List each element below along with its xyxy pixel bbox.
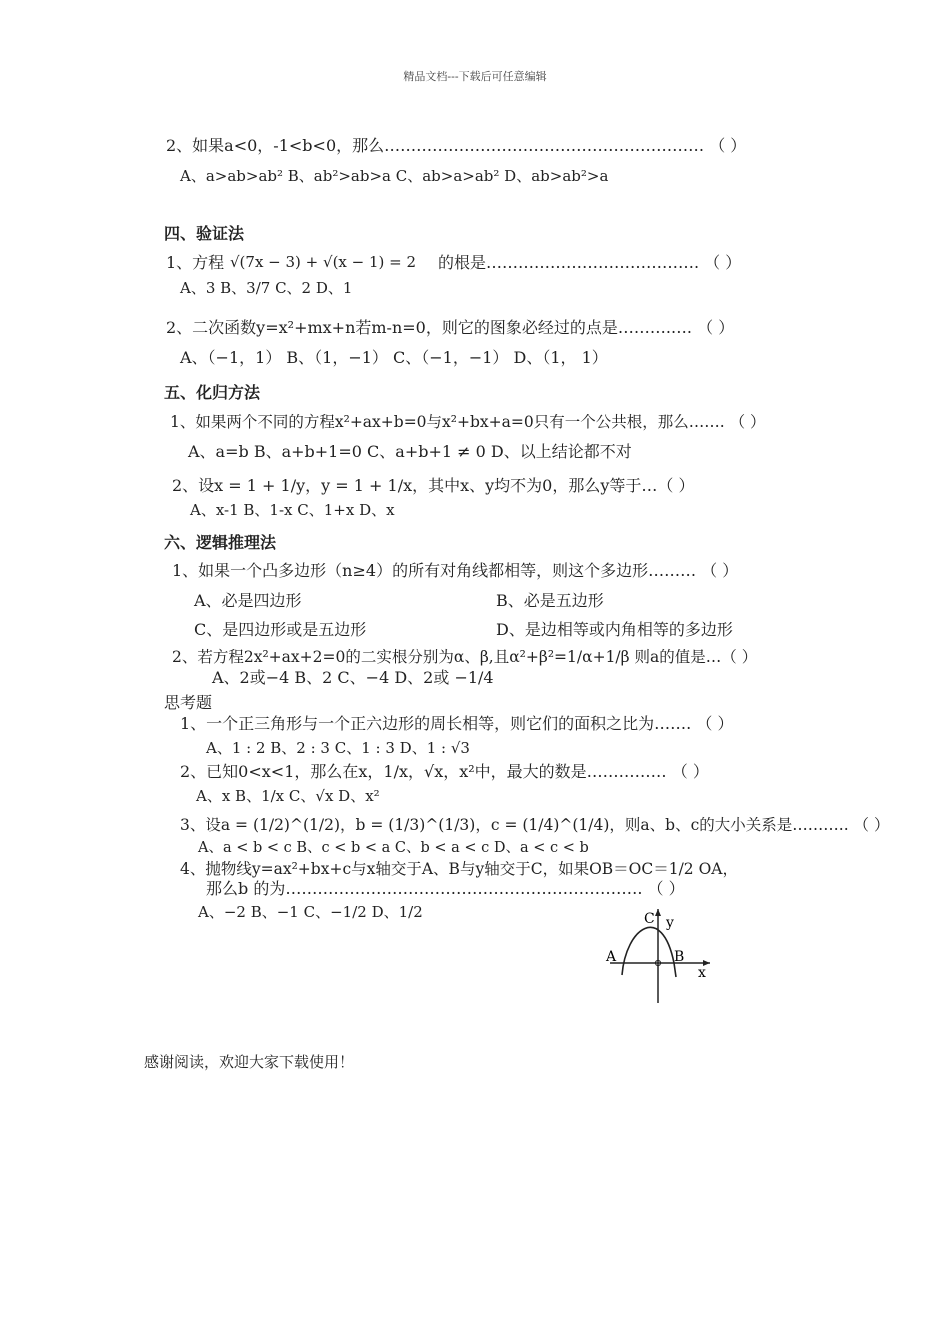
section-4-heading: 四、验证法: [164, 224, 245, 243]
think-q1-stem: 1、一个正三角形与一个正六边形的周长相等，则它们的面积之比为……. （ ）: [180, 714, 734, 733]
parabola-curve: [622, 927, 676, 977]
s6-q1-option-b: B、必是五边形: [496, 591, 604, 610]
s4-q1-tail: 的根是…………………………………. （ ）: [438, 253, 742, 272]
label-y: y: [666, 915, 674, 931]
think-q4-continuation: 那么b 的为…………………………………………………………. （ ）: [206, 879, 685, 898]
s6-q2-stem: 2、若方程2x²+ax+2=0的二实根分别为α、β,且α²+β²=1/α+1/β 则a的值是…（ ）: [172, 648, 758, 666]
s4-q2-stem: 2、二次函数y=x²+mx+n若m-n=0，则它的图象必经过的点是……….…. （ ）: [166, 318, 735, 337]
s6-q2-options: A、2或−4 B、2 C、−4 D、2或 −1/4: [212, 668, 494, 687]
y-axis-arrow: [655, 909, 661, 916]
s5-q1-stem: 1、如果两个不同的方程x²+ax+b=0与x²+bx+a=0只有一个公共根，那么……. （ ）: [170, 413, 766, 431]
s5-q2-options: A、x-1 B、1-x C、1+x D、x: [190, 501, 395, 519]
think-q1-options: A、1 : 2 B、2 : 3 C、1 : 3 D、1 : √3: [206, 739, 470, 757]
label-b: B: [674, 949, 685, 965]
label-c: C: [644, 911, 655, 927]
q2-stem: 2、如果a<0，-1<b<0，那么…………………………………………………… （ ）: [166, 136, 747, 155]
label-x: x: [698, 965, 706, 981]
think-q2-stem: 2、已知0<x<1，那么在x，1/x，√x，x²中，最大的数是…………… （ ）: [180, 762, 709, 781]
think-q4-options: A、−2 B、−1 C、−1/2 D、1/2: [198, 903, 423, 921]
s4-q1-lead: 1、方程: [166, 253, 225, 272]
s5-q1-options: A、a=b B、a+b+1=0 C、a+b+1 ≠ 0 D、以上结论都不对: [188, 442, 632, 461]
think-q3-options: A、a < b < c B、c < b < a C、b < a < c D、a < c < b: [198, 840, 589, 856]
s6-q1-option-c: C、是四边形或是五边形: [194, 620, 367, 639]
footer-thanks: 感谢阅读，欢迎大家下载使用！: [144, 1053, 355, 1071]
think-q2-options: A、x B、1/x C、√x D、x²: [196, 787, 380, 805]
thinking-heading: 思考题: [164, 693, 213, 712]
s4-q1-options: A、3 B、3/7 C、2 D、1: [180, 279, 353, 297]
s4-q1-formula: √(7x − 3) + √(x − 1) = 2: [230, 253, 417, 271]
label-a: A: [606, 949, 617, 965]
think-q3-stem: 3、设a = (1/2)^(1/2)，b = (1/3)^(1/3)，c = (1/4)^(1/4)，则a、b、c的大小关系是……….. （ ）: [180, 816, 890, 834]
section-6-heading: 六、逻辑推理法: [164, 533, 277, 552]
s6-q1-option-a: A、必是四边形: [194, 591, 302, 610]
s5-q2-stem: 2、设x = 1 + 1/y，y = 1 + 1/x，其中x、y均不为0，那么y等于…（ ）: [172, 476, 695, 495]
s6-q1-option-d: D、是边相等或内角相等的多边形: [496, 620, 733, 639]
parabola-figure: [600, 905, 720, 1005]
s6-q1-stem: 1、如果一个凸多边形（n≥4）的所有对角线都相等，则这个多边形……… （ ）: [172, 561, 739, 580]
think-q4-stem: 4、抛物线y=ax²+bx+c与x轴交于A、B与y轴交于C，如果OB＝OC＝1/2 OA，: [180, 860, 739, 878]
section-5-heading: 五、化归方法: [164, 383, 261, 402]
page-header: 精品文档---下载后可任意编辑: [403, 70, 547, 83]
q2-options: A、a>ab>ab² B、ab²>ab>a C、ab>a>ab² D、ab>ab²>a: [180, 167, 609, 185]
s4-q2-options: A、（−1，1） B、（1，−1） C、（−1，−1） D、（1， 1）: [180, 348, 608, 367]
